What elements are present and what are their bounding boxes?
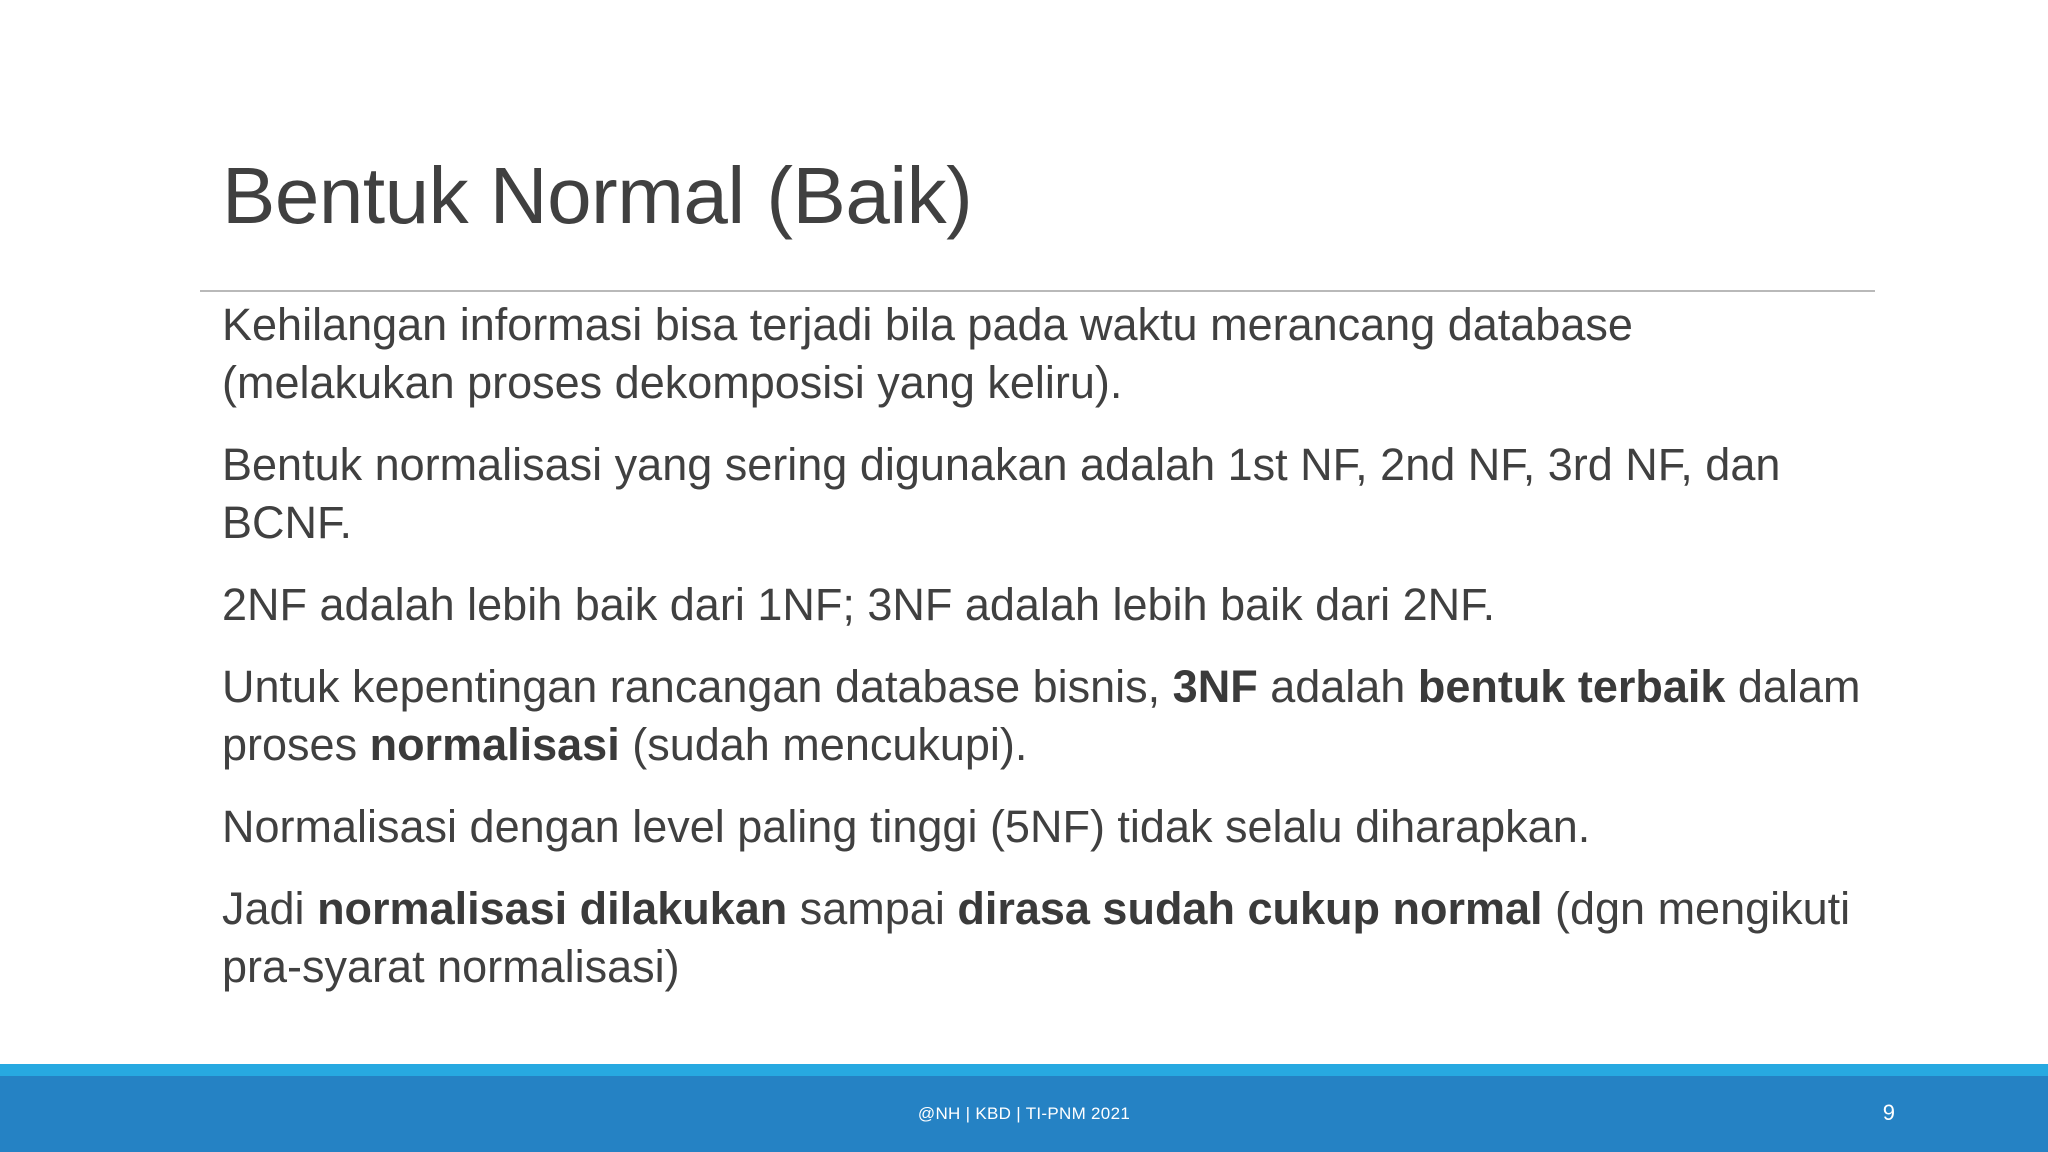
paragraph-2 — [222, 436, 1872, 552]
paragraph-text: sampai — [787, 883, 958, 934]
paragraph-text: Untuk kepentingan rancangan database bisnis, — [222, 661, 1173, 712]
bold-text: 3NF — [1172, 661, 1258, 712]
paragraph-text: Normalisasi dengan level paling tinggi (5NF) tidak selalu diharapkan. — [222, 801, 1591, 852]
bold-text: dirasa sudah cukup normal — [957, 883, 1543, 934]
paragraph-4 — [222, 658, 1872, 774]
paragraph-text: (dgn mengikuti pra-syarat normalisasi) — [222, 883, 1851, 992]
slide-title: Bentuk Normal (Baik) — [222, 151, 973, 240]
paragraph-1 — [222, 296, 1872, 412]
paragraph-text: dalam proses — [222, 661, 1861, 770]
paragraph-text: adalah — [1257, 661, 1418, 712]
paragraph-text: Kehilangan informasi bisa terjadi bila pada waktu merancang database (melakukan proses dekomposisi yang keliru). — [222, 299, 1633, 408]
paragraph-text: (sudah mencukupi). — [619, 719, 1028, 770]
paragraph-text: Jadi — [222, 883, 318, 934]
paragraph-text: Bentuk normalisasi yang sering digunakan adalah 1st NF, 2nd NF, 3rd NF, dan BCNF. — [222, 439, 1781, 548]
bold-text: bentuk terbaik — [1417, 661, 1726, 712]
paragraph-3 — [222, 576, 1872, 634]
paragraph-5 — [222, 798, 1872, 856]
page-number: 9 — [1882, 1100, 1895, 1125]
paragraph-text: 2NF adalah lebih baik dari 1NF; 3NF adalah lebih baik dari 2NF. — [222, 579, 1496, 630]
footer-accent-strip — [0, 1064, 2048, 1076]
slide-body — [222, 296, 1872, 1020]
footer-text: @NH | KBD | TI-PNM 2021 — [917, 1104, 1131, 1123]
bold-text: normalisasi — [369, 719, 620, 770]
paragraph-6 — [222, 880, 1872, 996]
title-divider — [200, 290, 1875, 292]
bold-text: normalisasi dilakukan — [317, 883, 788, 934]
footer-bar — [0, 1076, 2048, 1152]
